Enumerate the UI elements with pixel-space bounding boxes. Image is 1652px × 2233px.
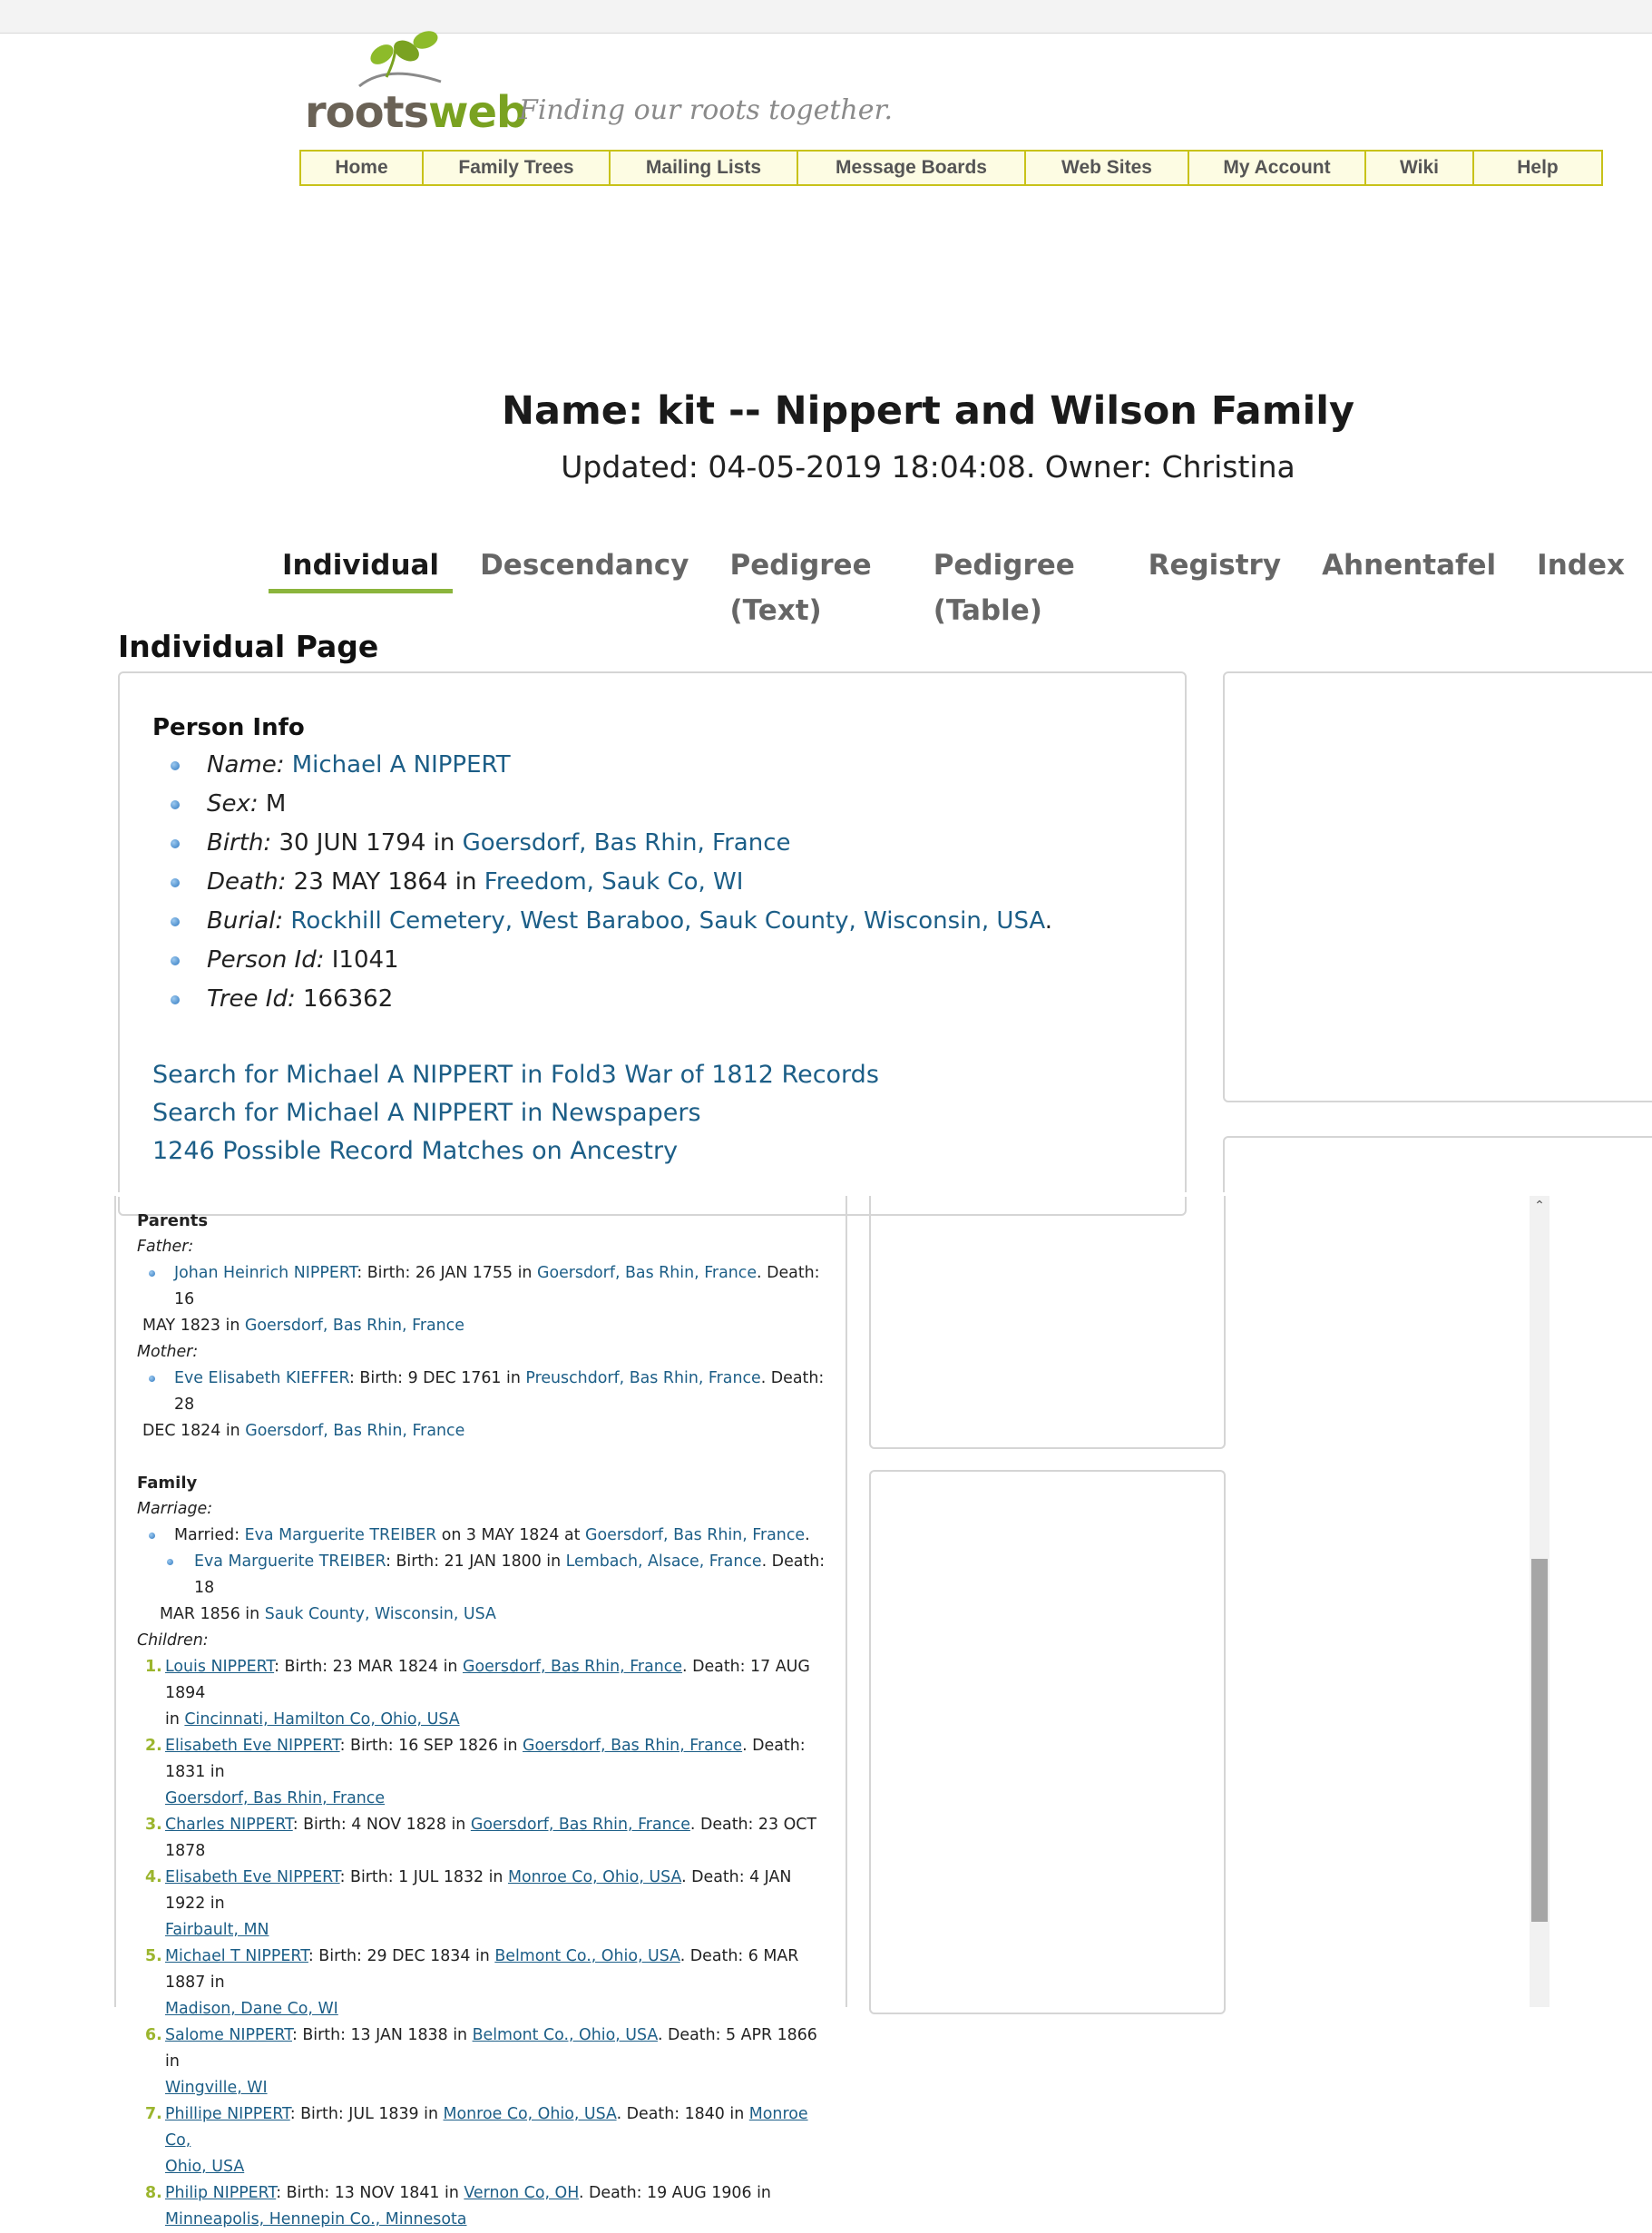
bullet-icon	[171, 800, 180, 809]
child-birth-place-link[interactable]: Monroe Co, Ohio, USA	[508, 1868, 682, 1886]
tab-pedigree-table[interactable]: Pedigree (Table)	[933, 549, 1075, 627]
page-subtitle: Updated: 04-05-2019 18:04:08. Owner: Christina	[561, 449, 1295, 485]
scrollbar[interactable]	[1530, 1196, 1549, 2007]
child-death-place-link[interactable]: Minneapolis, Hennepin Co., Minnesota	[165, 2210, 467, 2228]
bullet-icon	[171, 995, 180, 1004]
spouse-birth-place-link[interactable]: Lembach, Alsace, France	[565, 1552, 762, 1571]
spouse-death-place-link[interactable]: Sauk County, Wisconsin, USA	[264, 1605, 496, 1623]
ad-box-4	[869, 1470, 1226, 2014]
spouse-detail-link[interactable]: Eva Marguerite TREIBER	[194, 1552, 386, 1571]
child-link[interactable]: Louis NIPPERT	[165, 1658, 275, 1676]
tab-index[interactable]: Index	[1537, 549, 1625, 582]
marriage-place-link[interactable]: Goersdorf, Bas Rhin, France	[585, 1526, 806, 1544]
person-info-list	[152, 746, 1052, 1019]
person-name-row: Name: Michael A NIPPERT	[152, 746, 1052, 785]
father-link[interactable]: Johan Heinrich NIPPERT	[174, 1264, 357, 1282]
bullet-icon	[171, 956, 180, 965]
ad-box-3	[869, 1196, 1226, 1449]
tab-registry[interactable]: Registry	[1148, 549, 1282, 582]
scrollbar-thumb[interactable]	[1531, 1559, 1548, 1922]
bullet-icon	[171, 878, 180, 887]
bullet-icon	[149, 1533, 155, 1539]
child-entry-cont	[137, 2154, 826, 2180]
burial-place-link[interactable]: Rockhill Cemetery, West Baraboo, Sauk County, Wisconsin, USA	[290, 907, 1045, 935]
child-entry-cont	[137, 2207, 826, 2233]
scroll-up-icon[interactable]: ⌃	[1534, 1199, 1545, 1213]
child-entry-cont	[137, 2075, 826, 2101]
child-death-place-link[interactable]: Monroe Co,	[165, 2105, 808, 2150]
nav-help[interactable]: Help	[1517, 157, 1559, 178]
bullet-icon	[171, 761, 180, 770]
tab-individual[interactable]: Individual	[269, 543, 453, 593]
child-link[interactable]: Salome NIPPERT	[165, 2026, 292, 2044]
child-link[interactable]: Phillipe NIPPERT	[165, 2105, 290, 2123]
mother-entry-cont: DEC 1824 in Goersdorf, Bas Rhin, France	[142, 1422, 465, 1440]
child-entry: 8. Philip NIPPERT: Birth: 13 NOV 1841 in Vernon Co, OH. Death: 19 AUG 1906 in	[145, 2184, 771, 2202]
child-entry: 5. Michael T NIPPERT: Birth: 29 DEC 1834 in Belmont Co., Ohio, USA. Death: 6 MAR 1887 in	[145, 1947, 799, 1992]
birth-place-link[interactable]: Goersdorf, Bas Rhin, France	[462, 829, 791, 857]
ancestry-matches-link[interactable]: 1246 Possible Record Matches on Ancestry	[152, 1137, 679, 1165]
child-birth-place-link[interactable]: Belmont Co., Ohio, USA	[472, 2026, 658, 2044]
spouse-entry: Eva Marguerite TREIBER: Birth: 21 JAN 1800 in Lembach, Alsace, France. Death: 18	[137, 1549, 826, 1601]
panel-seam	[1216, 1192, 1652, 1265]
child-link[interactable]: Philip NIPPERT	[165, 2184, 277, 2202]
search-newspapers-link[interactable]: Search for Michael A NIPPERT in Newspapers	[152, 1099, 701, 1127]
tree-id-row: Tree Id: 166362	[152, 980, 1052, 1019]
person-birth-row: Birth: 30 JUN 1794 in Goersdorf, Bas Rhin, France	[152, 824, 1052, 863]
mother-label: Mother:	[137, 1343, 199, 1361]
child-death-place-link[interactable]: Madison, Dane Co, WI	[165, 2000, 338, 2018]
person-id-row: Person Id: I1041	[152, 941, 1052, 980]
child-birth-place-link[interactable]: Goersdorf, Bas Rhin, France	[470, 1816, 690, 1834]
child-link[interactable]: Elisabeth Eve NIPPERT	[165, 1868, 340, 1886]
child-entry: 1. Louis NIPPERT: Birth: 23 MAR 1824 in Goersdorf, Bas Rhin, France. Death: 17 AUG 1894	[145, 1658, 810, 1702]
child-entry: 7. Phillipe NIPPERT: Birth: JUL 1839 in Monroe Co, Ohio, USA. Death: 1840 in Monroe Co,	[145, 2105, 808, 2150]
child-entry-cont	[137, 1996, 826, 2022]
mother-link[interactable]: Eve Elisabeth KIEFFER	[174, 1369, 350, 1387]
marriage-entry: Married: Eva Marguerite TREIBER on 3 MAY 1824 at Goersdorf, Bas Rhin, France.	[137, 1523, 826, 1549]
logo-wordmark: rootsweb	[305, 87, 527, 138]
child-birth-place-link[interactable]: Goersdorf, Bas Rhin, France	[462, 1658, 683, 1676]
nav-mailing-lists[interactable]: Mailing Lists	[611, 152, 798, 184]
father-label: Father:	[137, 1238, 194, 1256]
child-entry: 6. Salome NIPPERT: Birth: 13 JAN 1838 in Belmont Co., Ohio, USA. Death: 5 APR 1866 in	[145, 2026, 817, 2071]
page-title: Name: kit -- Nippert and Wilson Family	[501, 388, 1355, 434]
child-link[interactable]: Elisabeth Eve NIPPERT	[165, 1737, 340, 1755]
family-details-panel	[114, 1196, 847, 2228]
person-info-panel	[118, 671, 1187, 1216]
bullet-icon	[149, 1376, 155, 1382]
browser-top-bar	[0, 0, 1652, 34]
father-entry: Johan Heinrich NIPPERT: Birth: 26 JAN 1755 in Goersdorf, Bas Rhin, France. Death: 16	[137, 1260, 826, 1313]
tab-ahnentafel[interactable]: Ahnentafel	[1322, 549, 1497, 582]
person-sex-row: Sex: M	[152, 785, 1052, 824]
child-death-place-link[interactable]: Wingville, WI	[165, 2079, 268, 2097]
tagline: Finding our roots together.	[519, 94, 894, 126]
father-entry-cont: MAY 1823 in Goersdorf, Bas Rhin, France	[142, 1317, 464, 1335]
bullet-icon	[171, 917, 180, 926]
child-birth-place-link[interactable]: Monroe Co, Ohio, USA	[443, 2105, 617, 2123]
spouse-link[interactable]: Eva Marguerite TREIBER	[244, 1526, 437, 1544]
sprout-icon	[305, 27, 513, 91]
child-entry: 2. Elisabeth Eve NIPPERT: Birth: 16 SEP 1826 in Goersdorf, Bas Rhin, France. Death: 1831 in	[145, 1737, 806, 1781]
child-entry-cont: in Cincinnati, Hamilton Co, Ohio, USA	[165, 1710, 460, 1729]
person-death-row: Death: 23 MAY 1864 in Freedom, Sauk Co, WI	[152, 863, 1052, 902]
child-death-place-link[interactable]: Fairbault, MN	[165, 1921, 269, 1939]
child-death-place-link-cont[interactable]: Ohio, USA	[165, 2158, 245, 2176]
nav-message-boards[interactable]: Message Boards	[798, 152, 1026, 184]
view-tabs	[269, 543, 1652, 627]
bullet-icon	[171, 839, 180, 848]
mother-birth-place-link[interactable]: Preuschdorf, Bas Rhin, France	[525, 1369, 761, 1387]
page-heading: Individual Page	[118, 629, 379, 664]
nav-web-sites[interactable]: Web Sites	[1026, 152, 1189, 184]
search-fold3-link[interactable]: Search for Michael A NIPPERT in Fold3 War of 1812 Records	[152, 1061, 879, 1089]
rootsweb-logo[interactable]	[305, 27, 527, 138]
nav-wiki[interactable]: Wiki	[1366, 152, 1474, 184]
nav-my-account[interactable]: My Account	[1189, 152, 1366, 184]
ad-box-1	[1223, 671, 1652, 1102]
child-link[interactable]: Charles NIPPERT	[165, 1816, 293, 1834]
death-place-link[interactable]: Freedom, Sauk Co, WI	[484, 868, 744, 896]
tab-descendancy[interactable]: Descendancy	[480, 549, 689, 582]
spouse-entry-cont: MAR 1856 in Sauk County, Wisconsin, USA	[160, 1605, 496, 1623]
child-link[interactable]: Michael T NIPPERT	[165, 1947, 308, 1965]
family-heading: Family	[137, 1474, 198, 1493]
mother-death-place-link[interactable]: Goersdorf, Bas Rhin, France	[245, 1422, 465, 1440]
marriage-label: Marriage:	[137, 1500, 213, 1518]
mother-entry: Eve Elisabeth KIEFFER: Birth: 9 DEC 1761 in Preuschdorf, Bas Rhin, France. Death: 28	[137, 1366, 826, 1418]
record-search-links	[152, 1056, 879, 1170]
child-entry: 4. Elisabeth Eve NIPPERT: Birth: 1 JUL 1832 in Monroe Co, Ohio, USA. Death: 4 JAN 1922 in	[145, 1868, 792, 1913]
family-details-content	[137, 1196, 826, 2233]
bullet-icon	[149, 1270, 155, 1277]
child-death-place-link[interactable]: Cincinnati, Hamilton Co, Ohio, USA	[184, 1710, 460, 1729]
nav-family-trees[interactable]: Family Trees	[424, 152, 611, 184]
person-info-title: Person Info	[152, 714, 305, 741]
child-entry-cont	[137, 1917, 826, 1944]
nav-home[interactable]: Home	[301, 152, 424, 184]
main-nav	[299, 150, 1603, 186]
child-birth-place-link[interactable]: Goersdorf, Bas Rhin, France	[523, 1737, 743, 1755]
father-death-place-link[interactable]: Goersdorf, Bas Rhin, France	[244, 1317, 464, 1335]
parents-heading: Parents	[137, 1211, 209, 1230]
person-name-link[interactable]: Michael A NIPPERT	[291, 751, 511, 779]
child-birth-place-link[interactable]: Belmont Co., Ohio, USA	[494, 1947, 680, 1965]
child-death-place-link[interactable]: Goersdorf, Bas Rhin, France	[165, 1789, 386, 1807]
child-birth-place-link[interactable]: Vernon Co, OH	[464, 2184, 579, 2202]
father-birth-place-link[interactable]: Goersdorf, Bas Rhin, France	[536, 1264, 758, 1282]
children-label: Children:	[137, 1631, 209, 1650]
child-entry-cont	[137, 1786, 826, 1812]
bullet-icon	[167, 1559, 173, 1565]
child-entry: 3. Charles NIPPERT: Birth: 4 NOV 1828 in Goersdorf, Bas Rhin, France. Death: 23 OCT 1878	[145, 1816, 817, 1860]
tab-pedigree-text[interactable]: Pedigree (Text)	[729, 549, 872, 627]
person-burial-row: Burial: Rockhill Cemetery, West Baraboo, Sauk County, Wisconsin, USA.	[152, 902, 1052, 941]
